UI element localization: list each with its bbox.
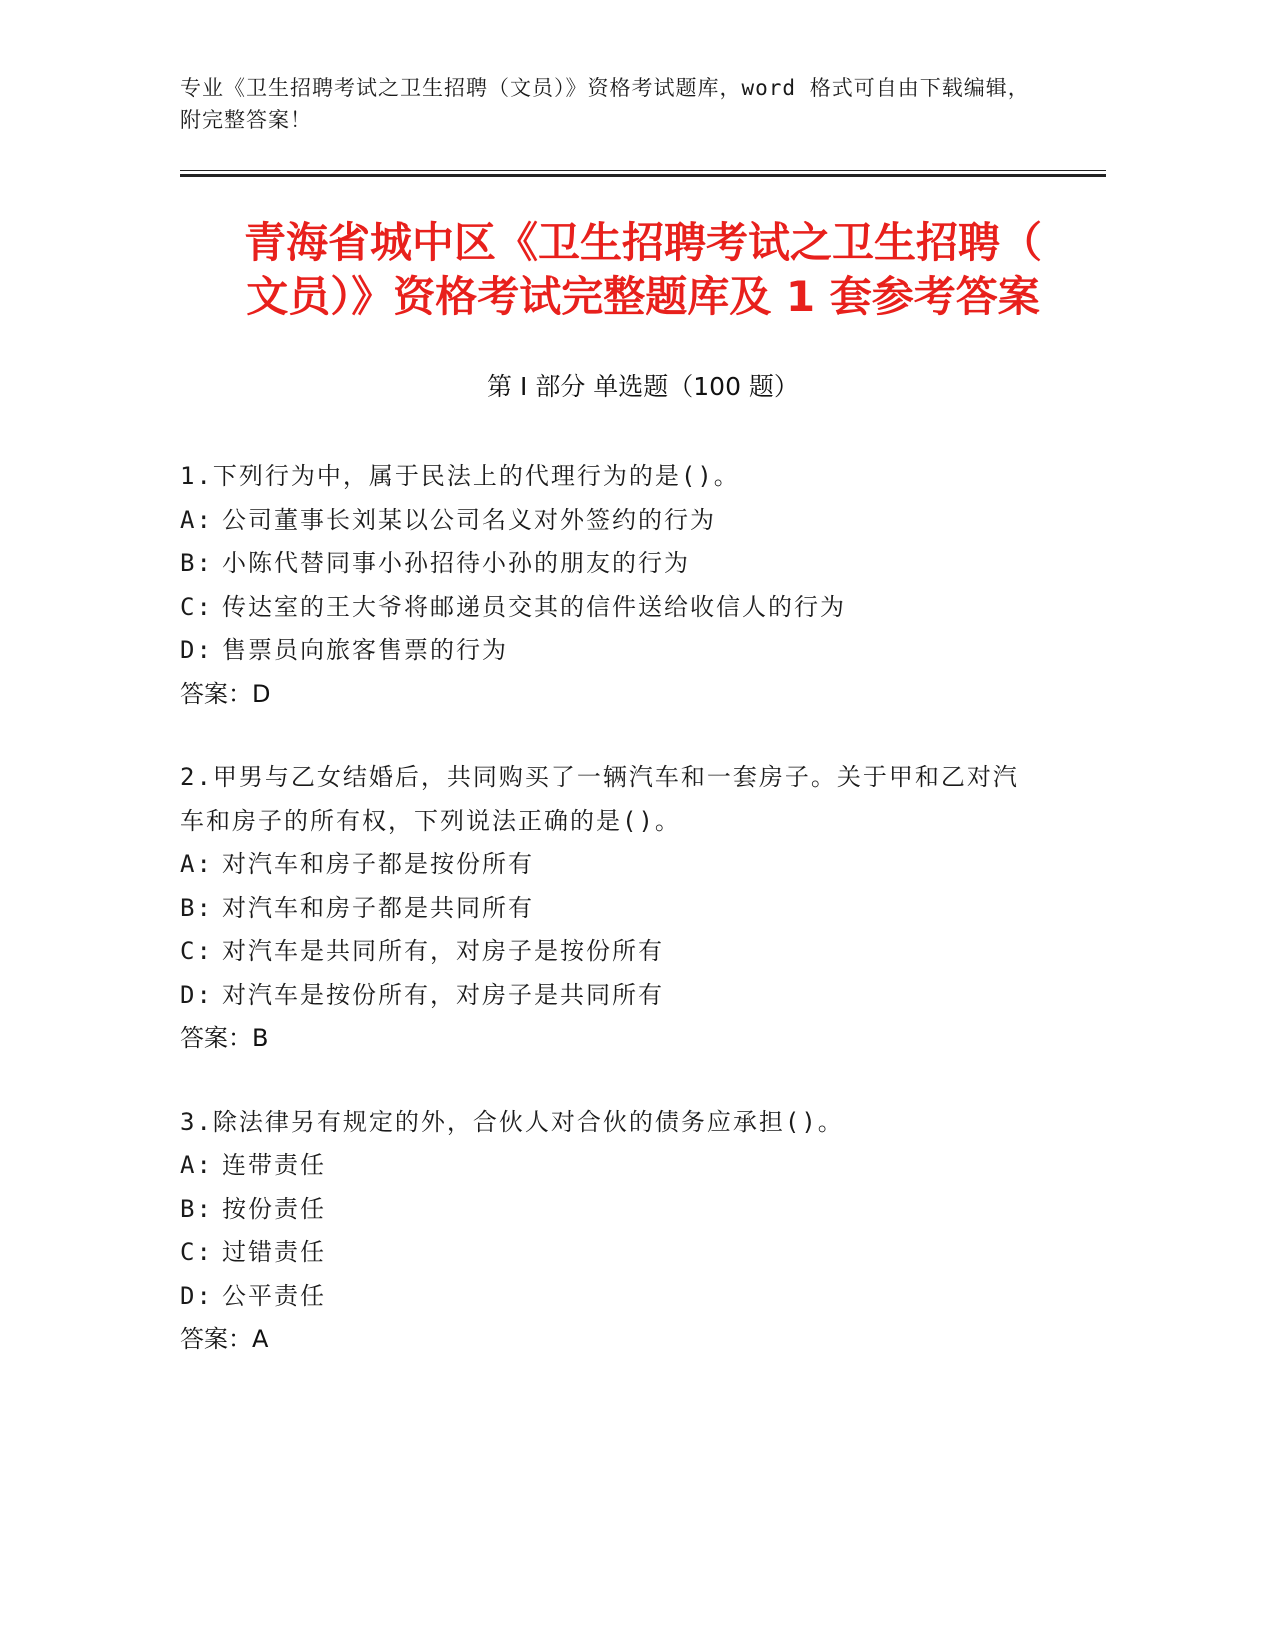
answer-line: 答案：D — [180, 679, 271, 708]
option-c — [180, 586, 1080, 630]
question-3 — [180, 1101, 1080, 1362]
option-label: B: — [180, 1194, 213, 1223]
question-stem: 1.下列行为中，属于民法上的代理行为的是()。 — [180, 462, 740, 490]
option-text: 过错责任 — [222, 1238, 326, 1266]
option-text: 小陈代替同事小孙招待小孙的朋友的行为 — [222, 549, 690, 577]
document-title — [180, 216, 1106, 324]
option-text: 对汽车和房子都是按份所有 — [222, 850, 534, 878]
option-a — [180, 499, 1080, 543]
option-b — [180, 1188, 1080, 1232]
answer-line: 答案：B — [180, 1024, 269, 1052]
option-text: 公司董事长刘某以公司名义对外签约的行为 — [222, 505, 716, 534]
option-text: 对汽车是共同所有，对房子是按份所有 — [222, 937, 664, 965]
option-b — [180, 542, 1080, 586]
option-d — [180, 629, 1080, 673]
question-1 — [180, 455, 1080, 716]
section-heading: 第 I 部分 单选题（100 题） — [487, 372, 799, 401]
option-label: C: — [180, 592, 213, 621]
option-c — [180, 930, 1080, 974]
option-a — [180, 843, 1080, 887]
option-label: A: — [180, 505, 213, 534]
header-divider-thin — [180, 170, 1106, 171]
document-title-line-2: 文员）》资格考试完整题库及 1 套参考答案 — [246, 272, 1040, 321]
option-b — [180, 887, 1080, 931]
option-label: D: — [180, 980, 213, 1009]
option-a — [180, 1144, 1080, 1188]
header-note: 专业《卫生招聘考试之卫生招聘（文员）》资格考试题库，word 格式可自由下载编辑，附完整答案！ — [180, 76, 1030, 132]
option-text: 按份责任 — [222, 1194, 326, 1223]
option-label: A: — [180, 850, 213, 878]
question-2 — [180, 756, 1080, 1061]
option-label: B: — [180, 549, 213, 577]
option-text: 对汽车和房子都是共同所有 — [222, 893, 534, 922]
question-stem: 2.甲男与乙女结婚后，共同购买了一辆汽车和一套房子。关于甲和乙对汽车和房子的所有权，下列说法正确的是()。 — [180, 763, 1019, 835]
option-label: A: — [180, 1151, 213, 1179]
option-c — [180, 1231, 1080, 1275]
option-text: 连带责任 — [222, 1151, 326, 1179]
question-list — [180, 455, 1080, 1402]
answer-line: 答案：A — [180, 1325, 269, 1353]
option-label: B: — [180, 893, 213, 922]
option-text: 售票员向旅客售票的行为 — [222, 636, 508, 664]
question-stem: 3.除法律另有规定的外，合伙人对合伙的债务应承担()。 — [180, 1107, 844, 1136]
option-label: D: — [180, 1281, 213, 1310]
header-divider-thick — [180, 174, 1106, 177]
option-text: 公平责任 — [222, 1281, 326, 1310]
option-d — [180, 974, 1080, 1018]
option-label: D: — [180, 636, 213, 664]
option-label: C: — [180, 937, 213, 965]
option-text: 传达室的王大爷将邮递员交其的信件送给收信人的行为 — [222, 592, 846, 621]
option-d — [180, 1275, 1080, 1319]
option-label: C: — [180, 1238, 213, 1266]
document-title-line-1: 青海省城中区《卫生招聘考试之卫生招聘（ — [243, 218, 1042, 267]
option-text: 对汽车是按份所有，对房子是共同所有 — [222, 980, 664, 1009]
